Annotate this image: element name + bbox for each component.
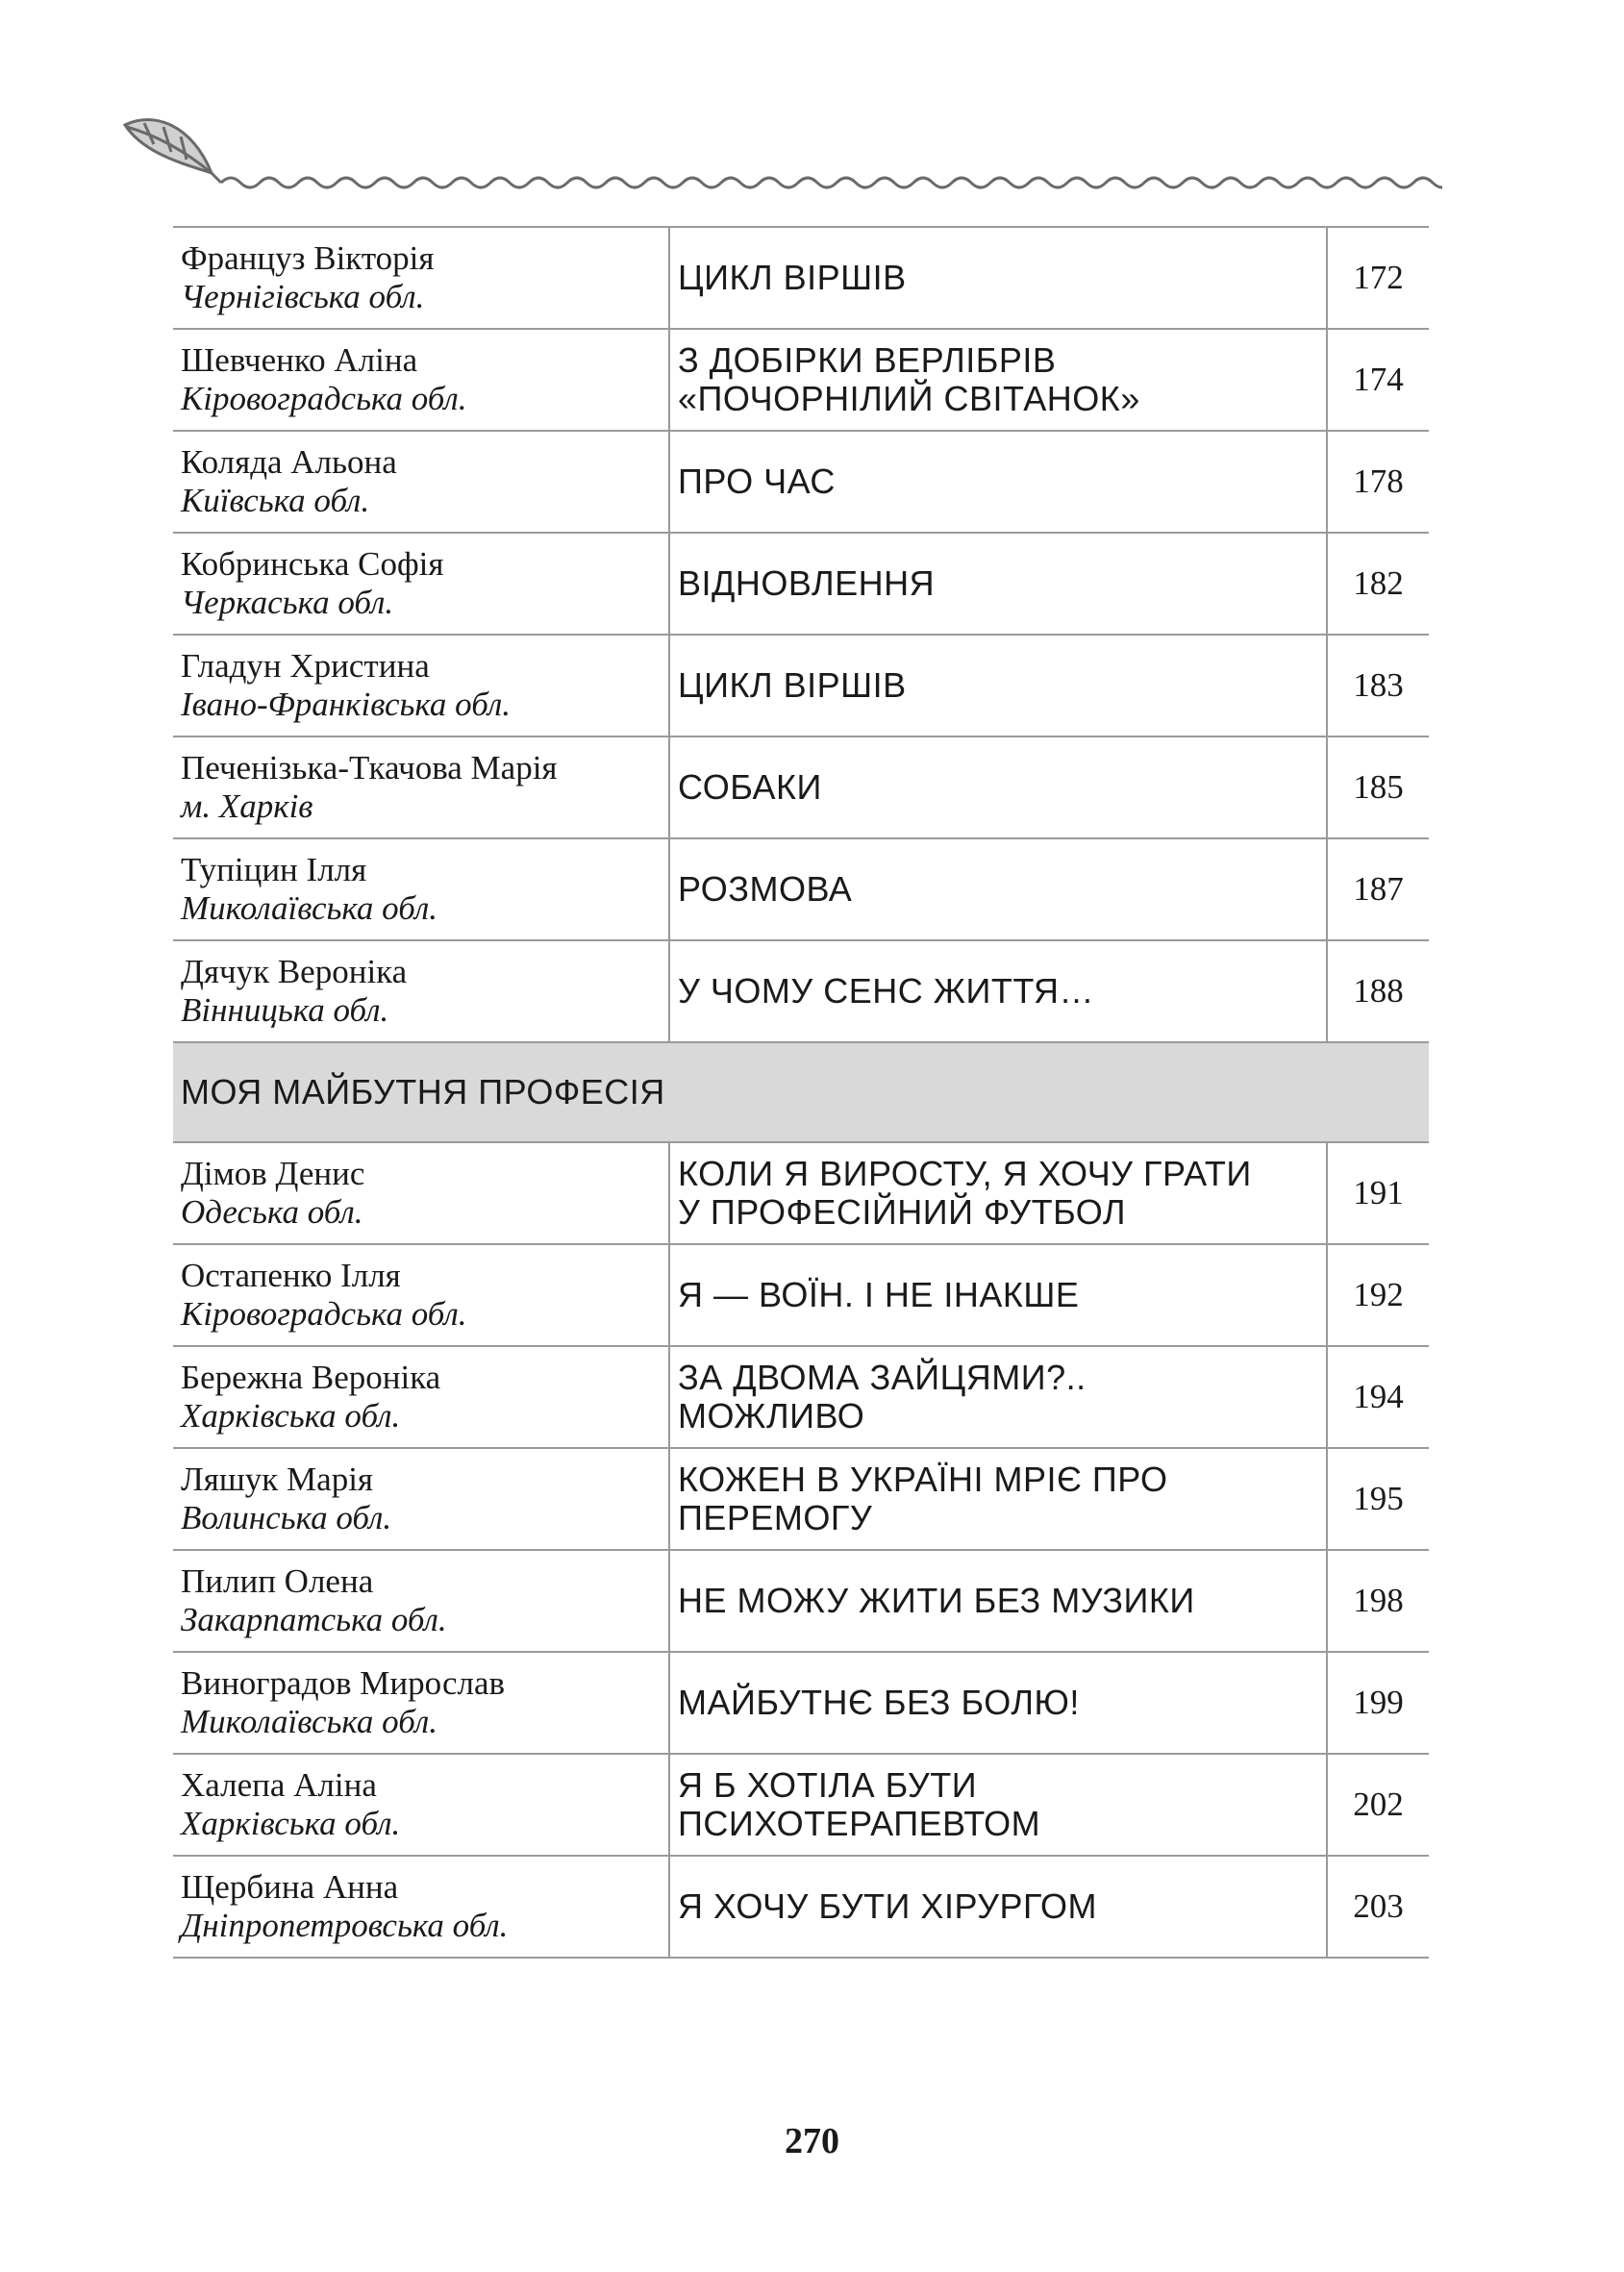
author-name: Кобринська Софія bbox=[181, 545, 444, 583]
work-title-cell bbox=[670, 1449, 1328, 1549]
author-name: Тупіцин Ілля bbox=[181, 851, 367, 888]
toc-entry-row bbox=[173, 1449, 1429, 1551]
toc-entry-row bbox=[173, 1347, 1429, 1449]
author-name: Щербина Анна bbox=[181, 1868, 399, 1906]
section-title: МОЯ МАЙБУТНЯ ПРОФЕСІЯ bbox=[181, 1072, 665, 1111]
page-ref: 192 bbox=[1353, 1276, 1404, 1313]
work-title-line: ЦИКЛ ВІРШІВ bbox=[678, 665, 907, 705]
author-cell bbox=[173, 636, 670, 736]
work-title-line: СОБАКИ bbox=[678, 767, 822, 807]
toc-entry-row bbox=[173, 1755, 1429, 1857]
work-title-cell bbox=[670, 1347, 1328, 1447]
work-title-cell bbox=[670, 534, 1328, 634]
work-title-cell bbox=[670, 839, 1328, 939]
toc-entry-row bbox=[173, 228, 1429, 330]
author-name: Бережна Вероніка bbox=[181, 1359, 441, 1396]
author-region: Вінницька обл. bbox=[181, 991, 389, 1029]
toc-entry-row bbox=[173, 941, 1429, 1043]
wave-line bbox=[221, 178, 1442, 187]
author-name: Дячук Вероніка bbox=[181, 953, 408, 990]
author-region: Київська обл. bbox=[181, 482, 370, 519]
work-title-cell bbox=[670, 1755, 1328, 1855]
toc-entry-row bbox=[173, 839, 1429, 941]
page-ref: 185 bbox=[1353, 768, 1404, 806]
author-cell bbox=[173, 1143, 670, 1243]
toc-entry-row bbox=[173, 1143, 1429, 1245]
work-title-cell bbox=[670, 941, 1328, 1041]
work-title-line: Я — ВОЇН. І НЕ ІНАКШЕ bbox=[678, 1275, 1080, 1314]
toc-entry-row bbox=[173, 330, 1429, 432]
author-region: Волинська обл. bbox=[181, 1499, 392, 1536]
page-ref: 191 bbox=[1353, 1174, 1404, 1211]
author-region: Харківська обл. bbox=[181, 1805, 401, 1842]
author-cell bbox=[173, 1857, 670, 1957]
author-name: Ляшук Марія bbox=[181, 1461, 374, 1498]
page-ref: 188 bbox=[1353, 972, 1404, 1010]
author-name: Дімов Денис bbox=[181, 1155, 365, 1192]
work-title-line: КОЖЕН В УКРАЇНІ МРІЄ ПРО bbox=[678, 1460, 1168, 1499]
page-ref: 203 bbox=[1353, 1887, 1404, 1925]
author-region: Одеська обл. bbox=[181, 1193, 363, 1231]
author-region: м. Харків bbox=[181, 787, 313, 825]
author-region: Миколаївська обл. bbox=[181, 889, 437, 927]
work-title-cell bbox=[670, 1857, 1328, 1957]
work-title-cell bbox=[670, 1245, 1328, 1345]
work-title-cell bbox=[670, 432, 1328, 532]
toc-entry-row bbox=[173, 432, 1429, 534]
author-cell bbox=[173, 1653, 670, 1753]
toc-entry-row bbox=[173, 636, 1429, 737]
work-title-line: ЗА ДВОМА ЗАЙЦЯМИ?.. bbox=[678, 1358, 1087, 1397]
section-header-row bbox=[173, 1043, 1429, 1143]
work-title-line: У ПРОФЕСІЙНИЙ ФУТБОЛ bbox=[678, 1192, 1127, 1232]
author-name: Шевченко Аліна bbox=[181, 341, 418, 379]
author-cell bbox=[173, 941, 670, 1041]
page-number: 270 bbox=[785, 2121, 839, 2161]
page-ref: 187 bbox=[1353, 870, 1404, 908]
work-title-cell bbox=[670, 1653, 1328, 1753]
page-ref: 195 bbox=[1353, 1480, 1404, 1517]
author-cell bbox=[173, 534, 670, 634]
page-ref: 194 bbox=[1353, 1378, 1404, 1415]
author-region: Кіровоградська обл. bbox=[181, 1295, 467, 1333]
author-cell bbox=[173, 432, 670, 532]
page-ref: 199 bbox=[1353, 1684, 1404, 1721]
work-title-line: ПСИХОТЕРАПЕВТОМ bbox=[678, 1804, 1041, 1843]
toc-entry-row bbox=[173, 1857, 1429, 1959]
author-cell bbox=[173, 1347, 670, 1447]
work-title-line: ЦИКЛ ВІРШІВ bbox=[678, 258, 907, 297]
work-title-cell bbox=[670, 1143, 1328, 1243]
page-ref: 198 bbox=[1353, 1582, 1404, 1619]
work-title-cell bbox=[670, 636, 1328, 736]
author-cell bbox=[173, 1449, 670, 1549]
author-region: Чернігівська обл. bbox=[181, 278, 425, 315]
author-region: Миколаївська обл. bbox=[181, 1703, 437, 1740]
work-title-line: «ПОЧОРНІЛИЙ СВІТАНОК» bbox=[678, 379, 1140, 418]
work-title-line: Я ХОЧУ БУТИ ХІРУРГОМ bbox=[678, 1886, 1098, 1926]
author-name: Француз Вікторія bbox=[181, 239, 435, 277]
author-name: Остапенко Ілля bbox=[181, 1257, 401, 1294]
page-ref: 172 bbox=[1353, 259, 1404, 296]
work-title-line: ПЕРЕМОГУ bbox=[678, 1498, 873, 1537]
work-title-line: Я Б ХОТІЛА БУТИ bbox=[678, 1765, 978, 1805]
author-cell bbox=[173, 1245, 670, 1345]
author-name: Коляда Альона bbox=[181, 443, 397, 481]
page-ref: 182 bbox=[1353, 564, 1404, 602]
page-ref: 178 bbox=[1353, 462, 1404, 500]
work-title-cell bbox=[670, 1551, 1328, 1651]
work-title-line: РОЗМОВА bbox=[678, 869, 853, 909]
toc-entry-row bbox=[173, 1245, 1429, 1347]
work-title-line: З ДОБІРКИ ВЕРЛІБРІВ bbox=[678, 340, 1057, 380]
work-title-cell bbox=[670, 228, 1328, 328]
work-title-line: МАЙБУТНЄ БЕЗ БОЛЮ! bbox=[678, 1683, 1080, 1722]
author-cell bbox=[173, 1551, 670, 1651]
page-ref: 183 bbox=[1353, 666, 1404, 704]
author-region: Харківська обл. bbox=[181, 1397, 401, 1435]
author-region: Дніпропетровська обл. bbox=[181, 1907, 509, 1944]
page-ref: 202 bbox=[1353, 1785, 1404, 1823]
author-region: Черкаська обл. bbox=[181, 584, 394, 621]
toc-entry-row bbox=[173, 737, 1429, 839]
toc-entry-row bbox=[173, 534, 1429, 636]
author-name: Пилип Олена bbox=[181, 1562, 374, 1600]
author-cell bbox=[173, 228, 670, 328]
work-title-cell bbox=[670, 737, 1328, 837]
author-region: Івано-Франківська обл. bbox=[181, 686, 511, 723]
author-cell bbox=[173, 737, 670, 837]
work-title-line: ПРО ЧАС bbox=[678, 462, 836, 501]
work-title-line: НЕ МОЖУ ЖИТИ БЕЗ МУЗИКИ bbox=[678, 1581, 1195, 1620]
work-title-line: У ЧОМУ СЕНС ЖИТТЯ… bbox=[678, 971, 1095, 1011]
work-title-line: ВІДНОВЛЕННЯ bbox=[678, 563, 936, 603]
author-name: Виноградов Мирослав bbox=[181, 1664, 506, 1702]
author-region: Кіровоградська обл. bbox=[181, 380, 467, 417]
author-name: Халепа Аліна bbox=[181, 1766, 377, 1804]
page-ref: 174 bbox=[1353, 361, 1404, 398]
toc-entry-row bbox=[173, 1551, 1429, 1653]
feather-wave-ornament bbox=[115, 106, 1442, 202]
author-cell bbox=[173, 1755, 670, 1855]
author-name: Гладун Христина bbox=[181, 647, 430, 685]
feather-icon bbox=[125, 119, 221, 183]
work-title-line: КОЛИ Я ВИРОСТУ, Я ХОЧУ ГРАТИ bbox=[678, 1154, 1252, 1193]
contents-table bbox=[173, 226, 1429, 1959]
work-title-line: МОЖЛИВО bbox=[678, 1396, 865, 1436]
work-title-cell bbox=[670, 330, 1328, 430]
toc-entry-row bbox=[173, 1653, 1429, 1755]
author-name: Печенізька-Ткачова Марія bbox=[181, 749, 558, 786]
author-region: Закарпатська обл. bbox=[181, 1601, 447, 1638]
author-cell bbox=[173, 839, 670, 939]
author-cell bbox=[173, 330, 670, 430]
